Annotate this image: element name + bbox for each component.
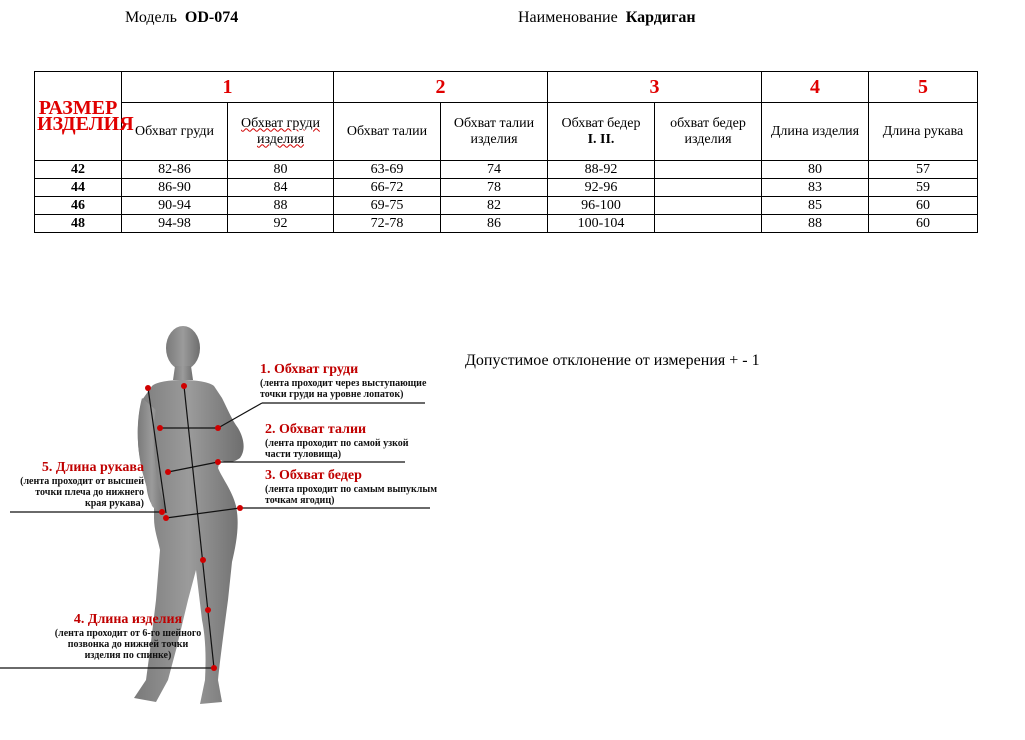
annotation-length-title: 4. Длина изделия	[73, 612, 183, 627]
annotation-sleeve	[14, 460, 144, 509]
table-row	[35, 197, 978, 215]
table-cell: 84	[228, 179, 334, 197]
table-cell: 66-72	[334, 179, 441, 197]
table-cell: 63-69	[334, 161, 441, 179]
col-hips-garment: обхват бедер изделия	[655, 103, 762, 161]
group-2-number: 2	[334, 72, 548, 103]
table-cell	[655, 161, 762, 179]
table-row	[35, 161, 978, 179]
annotation-length-desc: (лента проходит от 6-го шейного позвонка до нижней точки изделия по спинке)	[54, 628, 202, 661]
table-cell: 88	[228, 197, 334, 215]
table-cell: 59	[869, 179, 978, 197]
size-cell: 44	[35, 179, 122, 197]
annotation-sleeve-desc: (лента проходит от высшей точки плеча до нижнего края рукава)	[20, 476, 144, 509]
table-cell: 74	[441, 161, 548, 179]
col-chest-garment	[228, 103, 334, 161]
table-row	[35, 179, 978, 197]
annotation-chest	[260, 362, 450, 400]
product-name-label: Наименование	[518, 9, 618, 26]
product-name-heading	[518, 9, 696, 27]
size-cell: 46	[35, 197, 122, 215]
table-cell: 80	[228, 161, 334, 179]
table-cell: 88	[762, 215, 869, 233]
table-cell: 60	[869, 215, 978, 233]
table-cell: 57	[869, 161, 978, 179]
table-row	[35, 215, 978, 233]
table-cell: 90-94	[122, 197, 228, 215]
group-header-row	[35, 72, 978, 103]
col-chest-garment-label: Обхват груди изделия	[241, 115, 320, 147]
col-waist-garment: Обхват талии изделия	[441, 103, 548, 161]
annotation-hips	[265, 468, 460, 506]
col-waist: Обхват талии	[334, 103, 441, 161]
table-cell: 100-104	[548, 215, 655, 233]
table-cell: 82-86	[122, 161, 228, 179]
col-chest: Обхват груди	[122, 103, 228, 161]
table-cell: 92-96	[548, 179, 655, 197]
annotation-chest-desc: (лента проходит через выступающие точки груди на уровне лопаток)	[260, 378, 427, 400]
table-cell	[655, 215, 762, 233]
model-heading	[125, 9, 238, 27]
group-1-number: 1	[122, 72, 334, 103]
annotation-hips-title: 3. Обхват бедер	[265, 468, 362, 483]
col-garment-length: Длина изделия	[762, 103, 869, 161]
col-hips	[548, 103, 655, 161]
col-hips-label: Обхват бедер	[561, 115, 641, 131]
group-3-number: 3	[548, 72, 762, 103]
annotation-waist	[265, 422, 430, 460]
table-cell: 78	[441, 179, 548, 197]
table-cell: 85	[762, 197, 869, 215]
model-value: OD-074	[184, 9, 239, 26]
table-cell: 86	[441, 215, 548, 233]
table-cell: 96-100	[548, 197, 655, 215]
table-cell: 82	[441, 197, 548, 215]
col-hips-sublabel: I. II.	[587, 131, 615, 147]
model-label: Модель	[125, 9, 177, 26]
annotation-waist-desc: (лента проходит по самой узкой части туловища)	[265, 438, 409, 460]
annotation-length	[54, 612, 202, 661]
measurement-diagram	[0, 300, 460, 740]
size-cell: 42	[35, 161, 122, 179]
size-table	[34, 71, 978, 233]
tolerance-note: Допустимое отклонение от измерения + - 1	[465, 352, 760, 369]
table-cell: 60	[869, 197, 978, 215]
size-cell: 48	[35, 215, 122, 233]
size-column-header: РАЗМЕР ИЗДЕЛИЯ	[35, 72, 122, 161]
table-cell: 80	[762, 161, 869, 179]
annotation-waist-title: 2. Обхват талии	[265, 422, 367, 437]
table-cell: 72-78	[334, 215, 441, 233]
table-cell	[655, 197, 762, 215]
column-label-row	[35, 103, 978, 161]
table-cell: 69-75	[334, 197, 441, 215]
group-4-number: 4	[762, 72, 869, 103]
product-name-value: Кардиган	[625, 9, 696, 26]
table-cell: 83	[762, 179, 869, 197]
group-5-number: 5	[869, 72, 978, 103]
annotation-hips-desc: (лента проходит по самым выпуклым точкам ягодиц)	[265, 484, 438, 506]
table-cell: 94-98	[122, 215, 228, 233]
table-cell: 88-92	[548, 161, 655, 179]
table-cell: 86-90	[122, 179, 228, 197]
table-cell	[655, 179, 762, 197]
col-sleeve-length: Длина рукава	[869, 103, 978, 161]
annotation-sleeve-title: 5. Длина рукава	[41, 460, 144, 475]
annotation-chest-title: 1. Обхват груди	[260, 362, 359, 377]
table-cell: 92	[228, 215, 334, 233]
